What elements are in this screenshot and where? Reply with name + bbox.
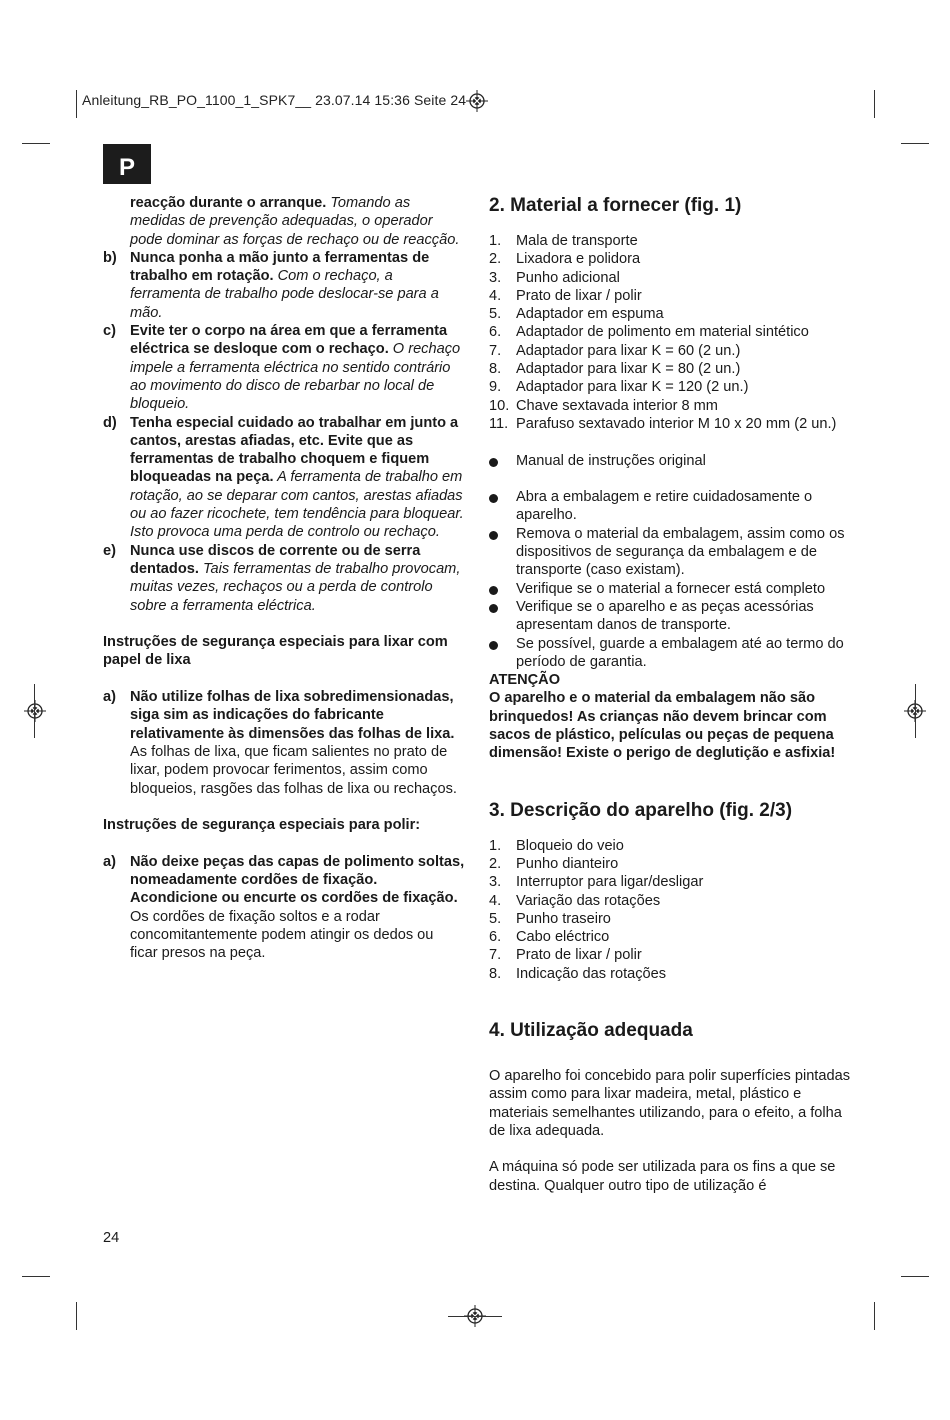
item-text: Adaptador para lixar K = 120 (2 un.) [516,379,749,396]
list-item [103,322,465,413]
unpacking-bullet-list [489,488,854,671]
item-italic: A ferramenta de trabalho em rotação, ao se deparar com cantos, arestas afiadas ou ao fazer ricochete, tem tendência para bloquear. Isto provoca uma perda de controlo ou rechaço. [130,469,464,541]
item-bold: Não utilize folhas de lixa sobredimensionadas, siga sim as indicações do fabricante relativamente às dimensões das folhas de lixa. [130,689,455,742]
list-item [489,342,854,360]
item-italic: Com o rechaço, a ferramenta de trabalho pode deslocar-se para a mão. [130,268,439,321]
list-item [489,287,854,305]
item-text: Mala de transporte [516,233,638,249]
item-number: 1. [489,233,502,249]
manual-bullet-list [489,452,854,470]
item-label: e) [103,542,116,559]
item-label: a) [103,689,116,706]
registration-mark-icon [24,700,46,722]
item-bold: Nunca ponha a mão junto a ferramentas de trabalho em rotação. [130,249,430,285]
item-number: 2. [489,855,502,872]
bullet-icon [489,488,516,525]
list-item [489,580,854,598]
list-item [489,323,854,341]
list-item [103,414,465,542]
item-text: Indicação das rotações [516,965,667,982]
page-number: 24 [103,1230,120,1246]
list-item [103,542,465,615]
item-text: Chave sextavada interior 8 mm [516,397,718,414]
crop-mark [874,90,875,118]
list-item [489,378,854,396]
item-number: 3. [489,874,502,891]
item-text: Verifique se o aparelho e as peças acessórias apresentam danos de transporte. [516,598,814,634]
crop-mark [448,1316,502,1317]
item-number: 1. [489,837,502,854]
section-4-paragraph: O aparelho foi concebido para polir superfícies pintadas assim como para lixar madeira, metal, plástico e materiais semelhantes utilizando, para o efeito, a folha de lixa adequada. [489,1067,851,1139]
list-item [489,965,854,983]
list-item [489,452,854,470]
item-text: Prato de lixar / polir [516,947,642,964]
item-text: As folhas de lixa, que ficam salientes no prato de lixar, podem provocar ferimentos, assim como bloqueios, rasgões das folhas de lixa ou rechaços. [130,743,457,797]
list-item [489,232,854,250]
section-3-title: 3. Descrição do aparelho (fig. 2/3) [489,799,793,821]
list-item [489,910,854,928]
item-number: 7. [489,947,502,964]
section-4-paragraph: A máquina só pode ser utilizada para os fins a que se destina. Qualquer outro tipo de utilização é [489,1159,836,1194]
item-number: 10. [489,397,510,414]
intro-italic: Tomando as medidas de prevenção adequadas, o operador pode dominar as forças de rechaço ou de reacção. [130,195,460,248]
item-text: Cabo eléctrico [516,929,610,946]
language-badge-label: P [118,154,135,181]
item-number: 6. [489,324,502,341]
polish-heading: Instruções de segurança especiais para polir: [103,817,421,834]
item-italic: Tais ferramentas de trabalho provocam, muitas vezes, rechaços ou a perda de controlo sobre a ferramenta eléctrica. [130,560,461,614]
item-text: Parafuso sextavado interior M 10 x 20 mm (2 un.) [516,415,837,432]
bullet-icon [489,580,516,598]
registration-mark-icon [466,90,488,112]
item-number: 2. [489,251,502,268]
item-number: 9. [489,379,502,396]
list-item [489,488,854,525]
list-item [489,397,854,415]
crop-mark [874,1302,875,1330]
crop-mark [34,684,35,738]
item-bold: Nunca use discos de corrente ou de serra dentados. [130,542,421,577]
item-text: Manual de instruções original [516,452,706,469]
list-item [103,853,465,963]
item-text: Bloqueio do veio [516,837,624,854]
item-number: 5. [489,910,502,927]
language-badge [103,144,151,184]
item-number: 7. [489,342,502,359]
list-item [103,249,465,322]
item-text: Abra a embalagem e retire cuidadosamente o aparelho. [516,489,813,524]
print-slug: Anleitung_RB_PO_1100_1_SPK7__ 23.07.14 15:36 Seite 24 [82,92,467,108]
item-number: 4. [489,892,502,909]
list-item [489,415,854,433]
item-label: b) [103,249,117,266]
section-2-title: 2. Material a fornecer (fig. 1) [489,195,742,216]
item-text: Verifique se o material a fornecer está completo [516,580,826,597]
item-text: Punho dianteiro [516,855,619,872]
list-item [489,873,854,891]
crop-mark [915,684,916,738]
parts-list [489,837,854,983]
item-text: Punho traseiro [516,910,611,927]
item-text: Interruptor para ligar/desligar [516,874,704,891]
list-item [103,194,465,249]
warning-title: ATENÇÃO [489,672,561,689]
list-item [489,635,854,672]
item-text: Adaptador para lixar K = 60 (2 un.) [516,342,741,359]
item-text: Variação das rotações [516,892,661,909]
crop-mark [76,1302,77,1330]
item-text: Punho adicional [516,269,620,286]
bullet-icon [489,452,516,470]
list-item [489,928,854,946]
item-bold: Tenha especial cuidado ao trabalhar em junto a cantos, arestas afiadas, etc. Evite que as ferramentas de trabalho choquem e fiquem bloqueadas na peça. [130,414,459,486]
supply-list [489,232,854,433]
bullet-icon [489,525,516,580]
item-text: Se possível, guarde a embalagem até ao termo do período de garantia. [516,635,844,670]
bullet-icon [489,598,516,635]
list-item [103,688,465,798]
list-item [489,269,854,287]
warning-text: O aparelho e o material da embalagem não são brinquedos! As crianças não devem brincar com sacos de plástico, películas ou peças de pequena dimensão! Existe o perigo de deglutição e asfixia! [489,690,836,762]
item-text: Adaptador em espuma [516,306,664,323]
list-item [489,855,854,873]
item-label: a) [103,853,116,870]
crop-mark [901,143,929,144]
section-4-title: 4. Utilização adequada [489,1019,693,1041]
crop-mark [22,143,50,144]
item-number: 5. [489,306,502,323]
bullet-icon [489,635,516,672]
item-bold: Evite ter o corpo na área em que a ferramenta eléctrica se desloque com o rechaço. [130,323,448,358]
item-number: 3. [489,269,502,286]
item-text: Adaptador de polimento em material sintético [516,324,809,341]
sanding-heading: Instruções de segurança especiais para lixar com papel de lixa [103,634,448,669]
item-number: 11. [489,415,509,432]
item-text: Adaptador para lixar K = 80 (2 un.) [516,361,741,378]
list-item [489,598,854,635]
list-item [489,892,854,910]
list-item [489,946,854,964]
item-number: 8. [489,361,502,378]
item-text: Remova o material da embalagem, assim como os dispositivos de segurança da embalagem e de transporte (caso existam). [516,525,845,579]
list-item [489,250,854,268]
list-item [489,525,854,580]
item-text: Os cordões de fixação soltos e a rodar concomitantemente podem atingir os dedos ou ficar presos na peça. [130,908,434,962]
crop-mark [901,1276,929,1277]
item-italic: O rechaço impele a ferramenta eléctrica no sentido contrário ao movimento do disco de rebarbar no local de bloqueio. [130,341,461,413]
item-number: 4. [489,287,502,304]
item-label: c) [103,323,116,340]
list-item [489,305,854,323]
item-label: d) [103,414,117,431]
right-column [489,194,854,1195]
list-item [489,837,854,855]
intro-bold: reacção durante o arranque. [130,195,327,211]
crop-mark [76,90,77,118]
item-bold: Não deixe peças das capas de polimento soltas, nomeadamente cordões de fixação. Acondicione ou encurte os cordões de fixação. [130,853,465,907]
item-text: Prato de lixar / polir [516,287,642,304]
crop-mark [22,1276,50,1277]
item-number: 6. [489,929,502,946]
item-text: Lixadora e polidora [516,251,641,268]
item-number: 8. [489,965,502,982]
left-column [103,194,465,962]
list-item [489,360,854,378]
